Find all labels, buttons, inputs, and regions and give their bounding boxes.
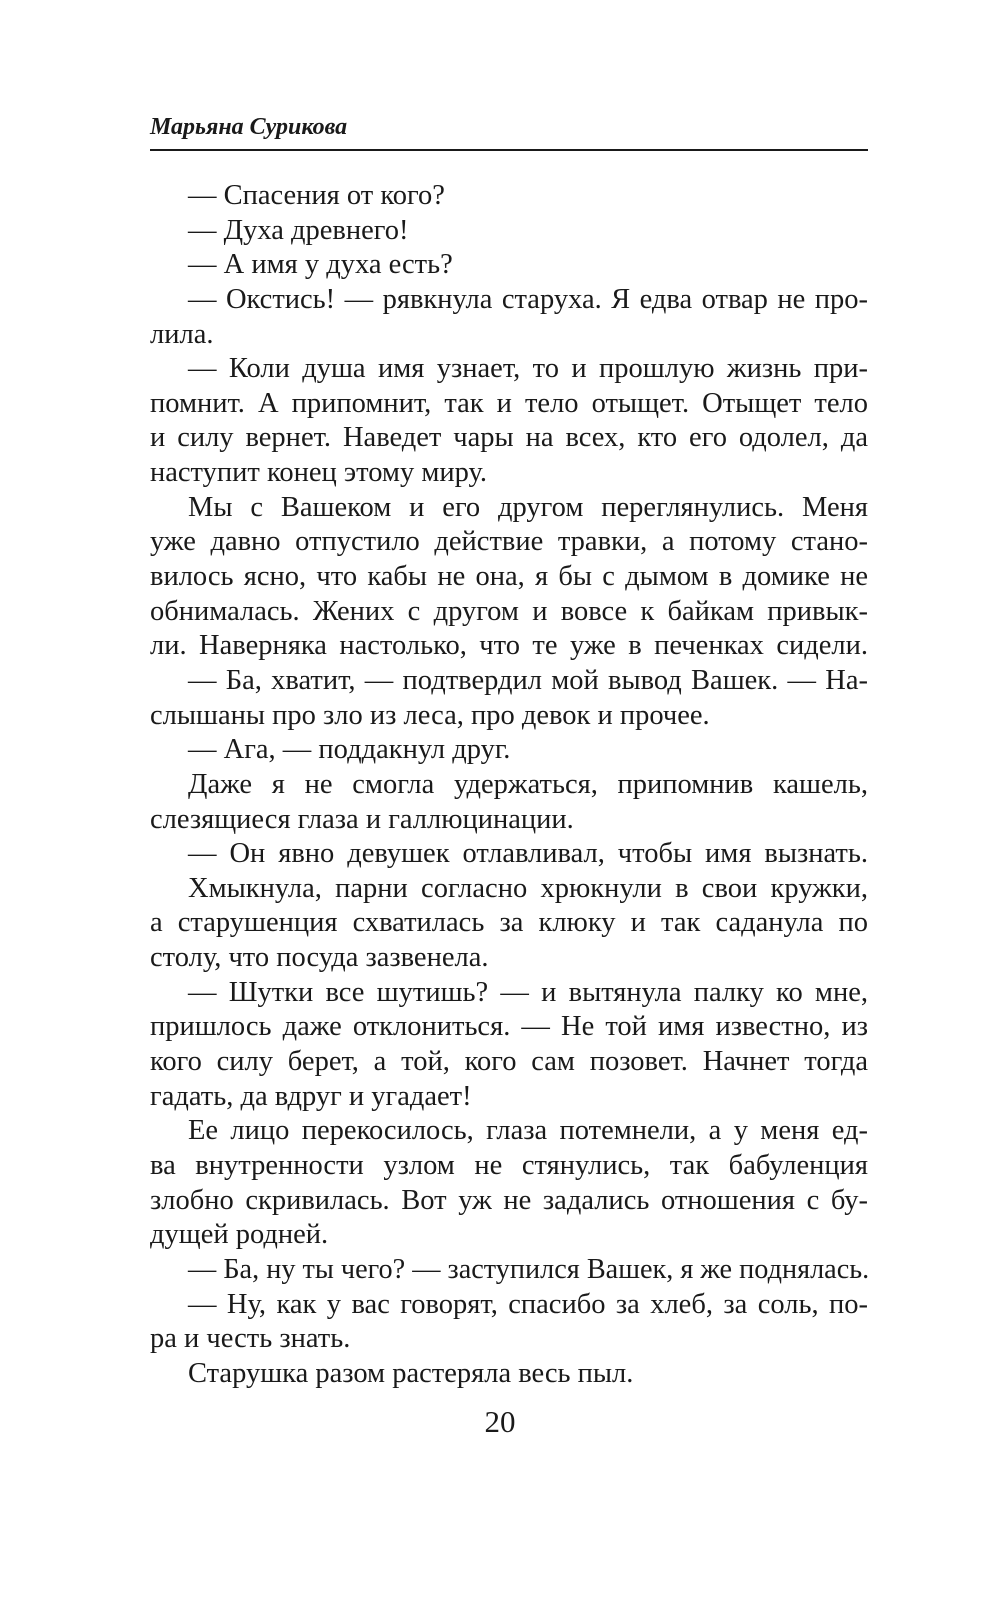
text-line: ли. Наверняка настолько, что те уже в печенках сидели.: [150, 630, 868, 662]
text-line: — Ну, как у вас говорят, спасибо за хлеб, за соль, по-: [188, 1288, 868, 1320]
text-line: гадать, да вдруг и угадает!: [150, 1080, 472, 1112]
text-line: а старушенция схватилась за клюку и так саданула по: [150, 907, 868, 939]
text-line: — Ба, хватит, — подтвердил мой вывод Вашек. — На-: [188, 664, 868, 696]
text-line: ва внутренности узлом не стянулись, так бабуленция: [150, 1149, 868, 1181]
text-line: столу, что посуда зазвенела.: [150, 942, 489, 974]
text-line: — Ба, ну ты чего? — заступился Вашек, я же поднялась.: [188, 1253, 870, 1285]
text-line: слышаны про зло из леса, про девок и прочее.: [150, 699, 710, 731]
text-line: Ее лицо перекосилось, глаза потемнели, а у меня ед-: [188, 1115, 868, 1147]
header-rule: [150, 149, 868, 151]
body-text: [150, 179, 868, 1391]
text-line: слезящиеся глаза и галлюцинации.: [150, 803, 574, 835]
text-line: злобно скривилась. Вот уж не задались отношения с бу-: [150, 1184, 868, 1216]
text-line: лила.: [150, 318, 214, 350]
text-line: наступит конец этому миру.: [150, 457, 488, 489]
page-number: 20: [484, 1404, 516, 1439]
text-line: — Он явно девушек отлавливал, чтобы имя вызнать.: [188, 838, 868, 870]
text-line: и силу вернет. Наведет чары на всех, кто его одолел, да: [150, 422, 868, 454]
text-line: — А имя у духа есть?: [188, 249, 453, 281]
text-line: обнималась. Жених с другом и вовсе к байкам привык-: [150, 595, 868, 627]
text-line: кого силу берет, а той, кого сам позовет. Начнет тогда: [150, 1046, 868, 1078]
text-line: — Духа древнего!: [188, 214, 409, 246]
text-line: Даже я не смогла удержаться, припомнив кашель,: [188, 768, 868, 800]
text-line: Хмыкнула, парни согласно хрюкнули в свои кружки,: [188, 872, 868, 904]
text-line: пришлось даже отклониться. — Не той имя известно, из: [150, 1011, 868, 1043]
text-line: вилось ясно, что кабы не она, я бы с дымом в домике не: [150, 561, 868, 593]
text-line: дущей родней.: [150, 1219, 329, 1251]
text-line: — Коли душа имя узнает, то и прошлую жизнь при-: [188, 353, 868, 385]
text-line: — Шутки все шутишь? — и вытянула палку ко мне,: [188, 976, 868, 1008]
text-line: — Спасения от кого?: [188, 180, 445, 211]
running-head-author: Марьяна Сурикова: [150, 114, 348, 140]
text-line: помнит. А припомнит, так и тело отыщет. Отыщет тело: [150, 387, 868, 419]
text-line: Старушка разом растеряла весь пыл.: [188, 1357, 634, 1389]
text-line: ра и честь знать.: [150, 1323, 351, 1355]
text-line: уже давно отпустило действие травки, а потому стано-: [150, 526, 868, 558]
text-line: — Ага, — поддакнул друг.: [188, 734, 511, 766]
text-line: — Окстись! — рявкнула старуха. Я едва отвар не про-: [188, 283, 868, 315]
text-line: Мы с Вашеком и его другом переглянулись. Меня: [188, 491, 868, 523]
